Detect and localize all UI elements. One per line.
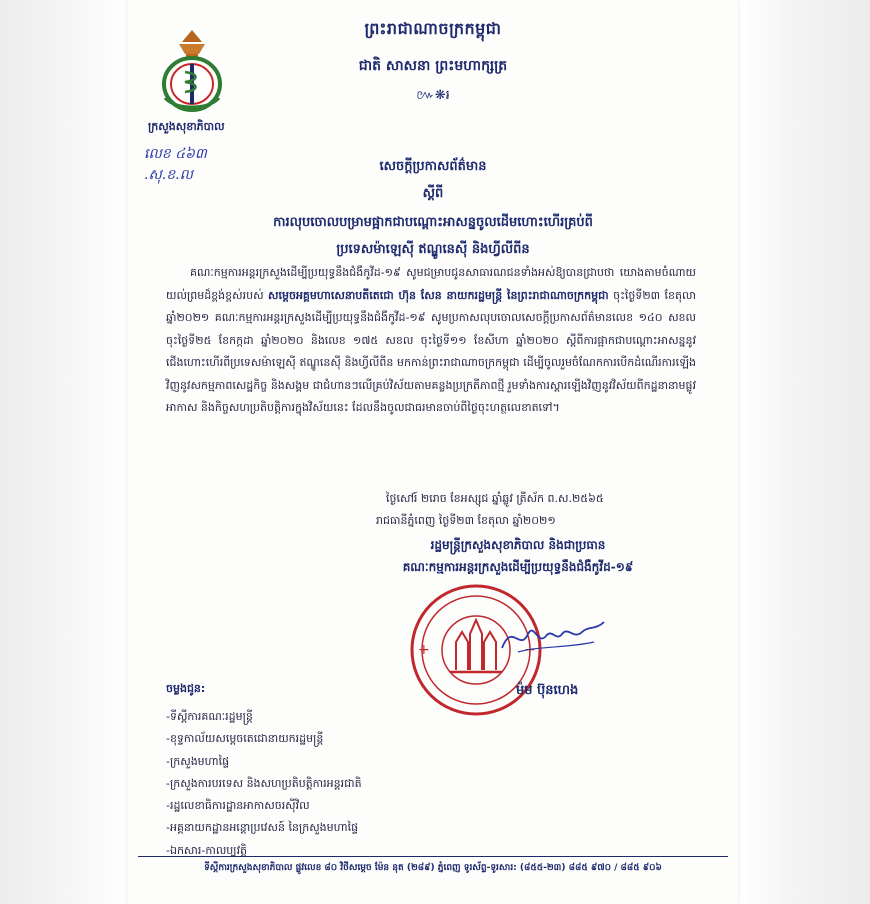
footer-divider <box>138 856 728 857</box>
national-motto: ជាតិ សាសនា ព្រះមហាក្សត្រ <box>358 58 508 74</box>
doc-type-title: សេចក្តីប្រកាសព័ត៌មាន <box>379 159 487 174</box>
document-page <box>128 0 738 904</box>
background-left-margin <box>0 0 128 904</box>
signatory-title-line-2: គណៈកម្មការអន្តរក្រសួងដើម្បីប្រយុទ្ធនឹងជំងឺកូវីដ-១៩ <box>402 560 634 574</box>
cc-item: -អគ្គនាយកដ្ឋានអន្តោប្រវេសន៍ នៃក្រសួងមហាផ្ទៃ <box>166 821 359 835</box>
solar-date: រាជធានីភ្នំពេញ ថ្ងៃទី២៣ ខែតុលា ឆ្នាំ២០២១ <box>376 514 556 527</box>
kingdom-title: ព្រះរាជាណាចក្រកម្ពុជា <box>364 19 502 38</box>
document-title-block <box>128 158 738 260</box>
cc-title: ចម្លងជូន: <box>166 682 206 695</box>
cc-item: -ទីស្តីការគណៈរដ្ឋមន្ត្រី <box>166 710 253 723</box>
svg-text:+: + <box>418 642 430 658</box>
doc-about-label: ស្តីពី <box>422 186 444 201</box>
signature-icon <box>498 612 608 662</box>
announcement-body <box>166 262 696 420</box>
lunar-date: ថ្ងៃសៅរ៍ ២រោច ខែអស្សុជ ឆ្នាំឆ្លូវ ត្រីស័ក ព.ស.២៥៦៥ <box>386 492 604 505</box>
svg-text:+: + <box>524 642 536 658</box>
cc-item: -រដ្ឋលេខាធិការដ្ឋានអាកាសចរស៊ីវិល <box>166 799 310 813</box>
doc-subject-line-1: ការលុបចោលបម្រាមផ្អាកជាបណ្តោះអាសន្នចូលដើមហោះហើរគ្រប់ពី <box>273 215 593 230</box>
doc-subject-line-2: ប្រទេសម៉ាឡេស៊ី ឥណ្ឌូនេស៊ី និងហ្វីលីពីន <box>336 242 530 257</box>
cc-item: -ឯកសារ-កាលប្បវត្តិ <box>166 843 248 857</box>
signatory-name: ម៉ម ប៊ុនហេង <box>516 683 579 698</box>
ministry-name: ក្រសួងសុខាភិបាល <box>148 120 225 133</box>
carbon-copy-list <box>166 682 362 862</box>
background-right-margin <box>738 0 870 904</box>
signatory-title-line-1: រដ្ឋមន្ត្រីក្រសួងសុខាភិបាល និងជាប្រធាន <box>430 538 606 552</box>
signatory-title <box>328 534 708 578</box>
body-text-part-2: ចុះថ្ងៃទី២៣ ខែតុលា ឆ្នាំ២០២១ គណៈកម្មការអន្តរក្រសួងដើម្បីប្រយុទ្ធនឹងជំងឺកូវីដ-១៩ សូមប្រកាសលុបចោលសេចក្តីប្រកាសព័ត៌មានលេខ ១៤០ សខល ចុះថ្ងៃទី២៥ ខែកក្កដា ឆ្នាំ២០២០ និងលេខ ១៧៥ សខល ចុះថ្ងៃទី១១ ខែសីហា ឆ្នាំ២០២០ ស្តីពីការផ្អាកជាបណ្តោះអាសន្ននូវជើងហោះហើរពីប្រទេសម៉ាឡេស៊ី ឥណ្ឌូនេស៊ី និងហ្វីលីពីន មកកាន់ព្រះរាជាណាចក្រកម្ពុជា ដើម្បីចូលរួមចំណែកការបើកដំណើរការឡើងវិញនូវសកម្មភាពសេដ្ឋកិច្ច និងសង្គម ជាជំហានៗលើគ្រប់វិស័យតាមគន្លងប្រក្រតីភាពថ្មី រួមទាំងការស្តារឡើងវិញនូវវិស័យពីកដ្ឋនានាមផ្លូវអាកាស និងកិច្ចសហប្រតិបត្តិការក្នុងវិស័យនេះ ដែលនឹងចូលជាធរមានចាប់ពីថ្ងៃចុះហត្ថលេខាតទៅ។ <box>166 288 696 414</box>
ministry-logo-icon <box>155 28 229 114</box>
body-highlight-prime-minister: សម្តេចអគ្គមហាសេនាបតីតេជោ ហ៊ុន សែន នាយករដ្ឋមន្ត្រី នៃព្រះរាជាណាចក្រកម្ពុជា <box>268 288 609 302</box>
cc-item: -ខុទ្ទកាល័យសម្តេចតេជោនាយករដ្ឋមន្ត្រី <box>166 732 324 746</box>
body-text-part-1: គណៈកម្មការអន្តរក្រសួងដើម្បីប្រយុទ្ធនឹងជំងឺកូវីដ-១៩ សូមជម្រាបជូនសាធារណជនទាំងអស់ឱ្យបានជ្រាបថា យោងតាមចំណាយយល់ព្រមដ៏ខ្ពង់ខ្ពស់របស់ <box>166 266 696 302</box>
date-block <box>366 488 686 532</box>
header-ornament: ៚❋៛ <box>416 88 450 103</box>
reference-number: លេខ ៤៦៣ .សុ.ខ.ល <box>144 146 207 183</box>
cc-item: -ក្រសួងការបរទេស និងសហប្រតិបត្តិការអន្តរជាតិ <box>166 776 362 790</box>
footer-address: ទីស្តីការក្រសួងសុខាភិបាល ផ្លូវលេខ ៨០ វិថីសម្តេច ម៉ែន នុត (២៨៩) ភ្នំពេញ ទូរស័ព្ទ-ទូរសារ: (៨៥៥-២៣) ៨៨៥ ៩៧០ / ៨៨៥ ៩០៦ <box>204 863 662 873</box>
cc-item: -ក្រសួងមហាផ្ទៃ <box>166 754 230 768</box>
